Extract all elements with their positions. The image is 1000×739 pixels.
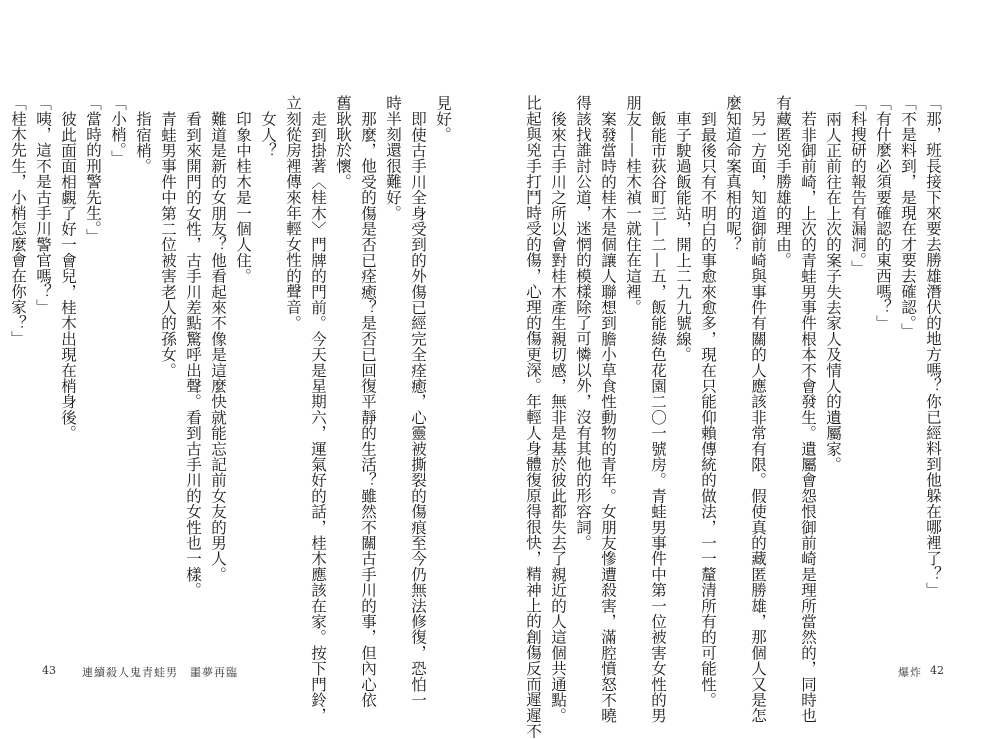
- text-line: 女人？: [259, 110, 277, 158]
- text-line: 「小梢。」: [109, 95, 127, 166]
- right-page: [500, 0, 1000, 739]
- text-line: 得該找誰討公道，迷惘的模樣除了可憐以外，沒有其他的形容詞。: [574, 95, 592, 551]
- text-line: 彼此面面相覷了好一會兒，桂木出現在梢身後。: [59, 110, 77, 441]
- text-line: 到最後只有不明白的事愈來愈多，現在只能仰賴傳統的做法，一一釐清所有的可能性。: [699, 110, 717, 708]
- text-line: 「咦，這不是古手川警官嗎？」: [34, 95, 52, 315]
- right-page-number: 42: [930, 664, 944, 677]
- text-line: 「桂木先生，小梢怎麼會在你家？」: [9, 95, 27, 347]
- text-line: 「科搜研的報告有漏洞。」: [849, 95, 867, 276]
- right-running-head: 爆炸: [898, 666, 922, 679]
- text-line: 「不是料到，是現在才要去確認。」: [899, 95, 917, 339]
- text-line: 有藏匿兇手勝雄的理由。: [774, 95, 792, 268]
- text-line: 「當時的刑警先生。」: [84, 95, 102, 245]
- text-line: 青蛙男事件中第二位被害老人的孫女。: [159, 110, 177, 378]
- text-line: 走到掛著〈桂木〉門牌的門前。今天是星期六，運氣好的話，桂木應該在家。按下門鈴，: [309, 110, 327, 723]
- text-line: 「那，班長接下來要去勝雄潛伏的地方嗎？你已經料到他躲在哪裡了？」: [924, 95, 942, 598]
- text-line: 時半刻還很難好。: [384, 95, 402, 221]
- text-line: 若非御前崎，上次的青蛙男事件根本不會發生。遺屬會怨恨御前崎是理所當然的，同時也: [799, 110, 817, 723]
- text-line: 那麼，他受的傷是否已痊癒？是否已回復平靜的生活？雖然不關古手川的事，但內心依: [359, 110, 377, 708]
- text-line: 另一方面，知道御前崎與事件有關的人應該非常有限。假使真的藏匿勝雄，那個人又是怎: [749, 110, 767, 723]
- left-page: [0, 0, 500, 723]
- text-line: 兩人正前往在上次的案子失去家人及情人的遺屬家。: [824, 110, 842, 472]
- left-running-head: 連續殺人鬼青蛙男 噩夢再臨: [82, 666, 238, 679]
- text-line: 指宿梢。: [134, 110, 152, 174]
- text-line: 後來古手川之所以會對桂木產生親切感，無非是基於彼此都失去了親近的人這個共通點。: [549, 110, 567, 723]
- text-line: 朋友——桂木禎一就住在這裡。: [624, 95, 642, 315]
- text-line: 案發當時的桂木是個讓人聯想到膽小草食性動物的青年。女朋友慘遭殺害，滿腔憤怒不曉: [599, 110, 617, 723]
- text-line: 麼知道命案真相的呢？: [724, 95, 742, 252]
- text-line: 見好。: [434, 95, 452, 143]
- text-line: 舊耿耿於懷。: [334, 95, 352, 190]
- text-line: 立刻從房裡傳來年輕女性的聲音。: [284, 95, 302, 331]
- left-page-number: 43: [42, 664, 56, 677]
- text-line: 看到來開門的女性，古手川差點驚呼出聲。看到古手川的女性也一樣。: [184, 110, 202, 598]
- text-line: 比起與兇手打鬥時受的傷，心理的傷更深。年輕人身體復原得很快，精神上的創傷反而遲遲不: [524, 95, 542, 739]
- text-line: 飯能市荻谷町三—二—五，飯能綠色花園二〇一號房。青蛙男事件中第一位被害女性的男: [649, 110, 667, 723]
- text-line: 印象中桂木是一個人住。: [234, 110, 252, 284]
- text-line: 車子駛過飯能站，開上二九九號線。: [674, 110, 692, 362]
- text-line: 即使古手川全身受到的外傷已經完全痊癒，心靈被撕裂的傷痕至今仍無法修復，恐怕一: [409, 110, 427, 708]
- text-line: 難道是新的女朋友？他看起來不像是這麼快就能忘記前女友的男人。: [209, 110, 227, 582]
- text-line: 「有什麼必須要確認的東西嗎？」: [874, 95, 892, 331]
